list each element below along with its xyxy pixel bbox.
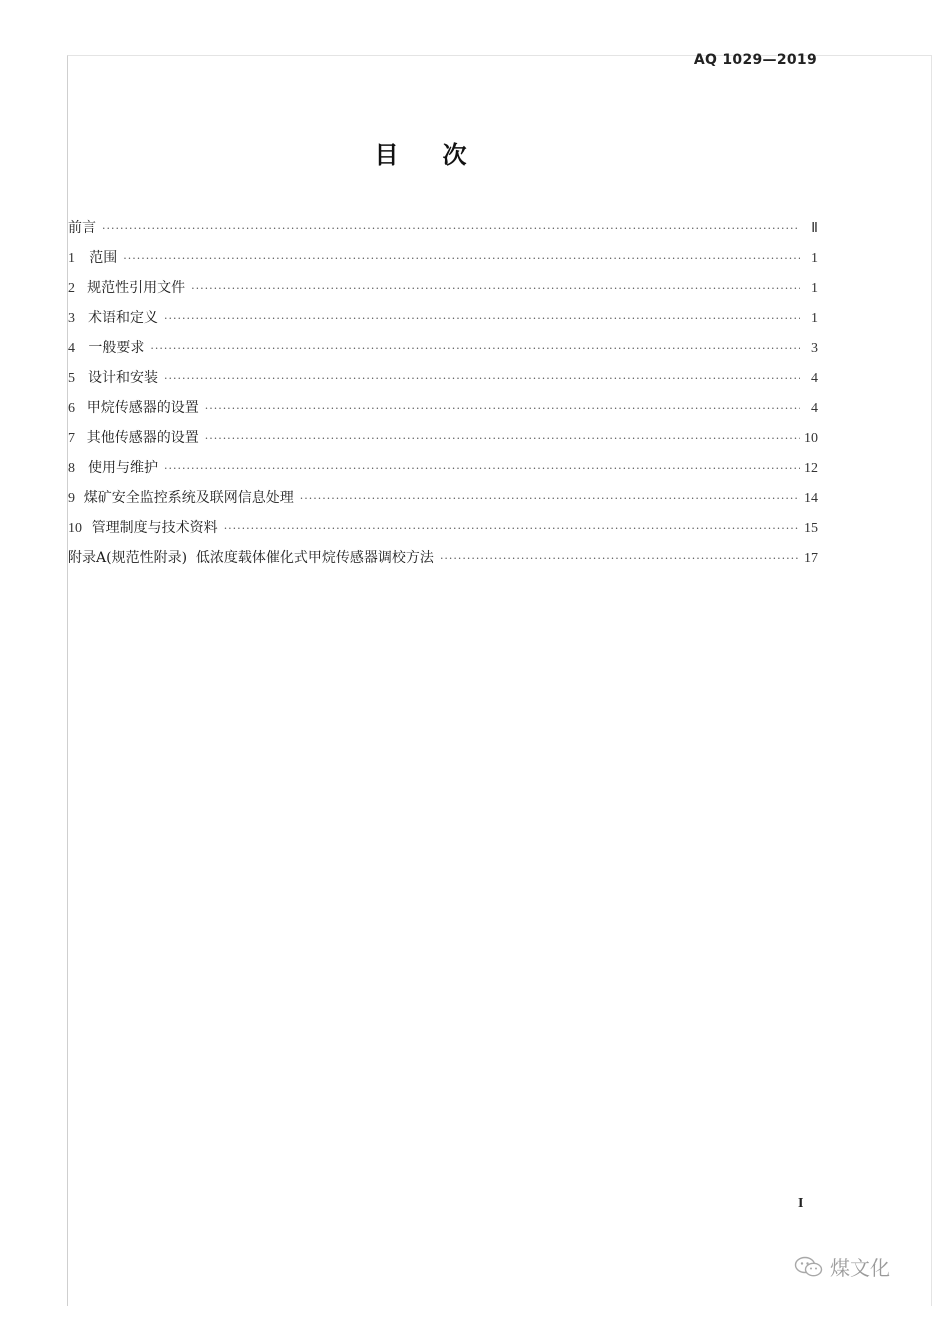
toc-entry-number: 6 [68, 401, 75, 416]
toc-entry-label: 使用与维护 [87, 460, 158, 476]
toc-entry-number: 5 [68, 371, 75, 386]
toc-entry-2[interactable] [68, 273, 818, 303]
toc-leader-dots [123, 244, 800, 274]
toc-entry-foreword[interactable] [68, 213, 818, 243]
toc-entry-label: 设计和安装 [87, 370, 158, 386]
toc-leader-dots [300, 484, 800, 514]
toc-entry-label: 一般要求 [88, 340, 145, 356]
toc-entry-number: 4 [68, 341, 75, 356]
toc-leader-dots [205, 394, 800, 424]
toc-entry-number: 9 [68, 491, 75, 506]
watermark [794, 1252, 890, 1281]
toc-entry-page: 1 [811, 311, 818, 326]
toc-entry-8[interactable] [68, 453, 818, 483]
toc-leader-dots [440, 544, 800, 574]
toc-entry-6[interactable] [68, 393, 818, 423]
toc-entry-number: 2 [68, 281, 75, 296]
toc-leader-dots [164, 454, 800, 484]
toc-entry-page: 10 [804, 431, 818, 446]
toc-entry-page: 4 [811, 371, 818, 386]
toc-entry-number: 3 [68, 311, 75, 326]
standard-code: AQ 1029—2019 [693, 52, 817, 68]
toc-leader-dots [150, 334, 800, 364]
toc-entry-page: 4 [811, 401, 818, 416]
toc-entry-page: 1 [811, 251, 818, 266]
table-of-contents [68, 213, 818, 573]
toc-entry-page: 1 [811, 281, 818, 296]
toc-entry-10[interactable] [68, 513, 818, 543]
toc-entry-page: 12 [804, 461, 818, 476]
toc-entry-4[interactable] [68, 333, 818, 363]
toc-entry-appendix-a[interactable] [68, 543, 818, 573]
toc-entry-label: 附录A(规范性附录) 低浓度载体催化式甲烷传感器调校方法 [68, 550, 434, 566]
toc-entry-page: 17 [804, 551, 818, 566]
toc-entry-label: 管理制度与技术资料 [91, 520, 218, 536]
toc-leader-dots [224, 514, 800, 544]
toc-leader-dots [164, 364, 800, 394]
toc-leader-dots [191, 274, 800, 304]
toc-entry-7[interactable] [68, 423, 818, 453]
toc-entry-page: 15 [804, 521, 818, 536]
toc-entry-number: 1 [68, 251, 75, 266]
toc-entry-page: 3 [811, 341, 818, 356]
toc-entry-page: 14 [804, 491, 818, 506]
toc-entry-9[interactable] [68, 483, 818, 513]
toc-leader-dots [205, 424, 800, 454]
toc-entry-page: Ⅱ [811, 221, 818, 236]
wechat-icon [794, 1255, 824, 1279]
toc-leader-dots [102, 214, 800, 244]
toc-entry-5[interactable] [68, 363, 818, 393]
toc-entry-label: 煤矿安全监控系统及联网信息处理 [83, 490, 294, 506]
toc-entry-number: 7 [68, 431, 75, 446]
toc-leader-dots [164, 304, 800, 334]
toc-entry-1[interactable] [68, 243, 818, 273]
watermark-text: 煤文化 [830, 1256, 890, 1280]
toc-entry-label: 范围 [89, 250, 118, 266]
toc-entry-label: 前言 [68, 220, 96, 236]
toc-entry-label: 规范性引用文件 [87, 280, 186, 296]
toc-entry-3[interactable] [68, 303, 818, 333]
toc-entry-label: 甲烷传感器的设置 [86, 400, 199, 416]
page-number: I [798, 1196, 804, 1211]
toc-entry-number: 8 [68, 461, 75, 476]
toc-entry-label: 其他传感器的设置 [86, 430, 199, 446]
toc-entry-label: 术语和定义 [87, 310, 158, 326]
page-title: 目次 [374, 141, 511, 169]
toc-entry-number: 10 [68, 521, 82, 536]
